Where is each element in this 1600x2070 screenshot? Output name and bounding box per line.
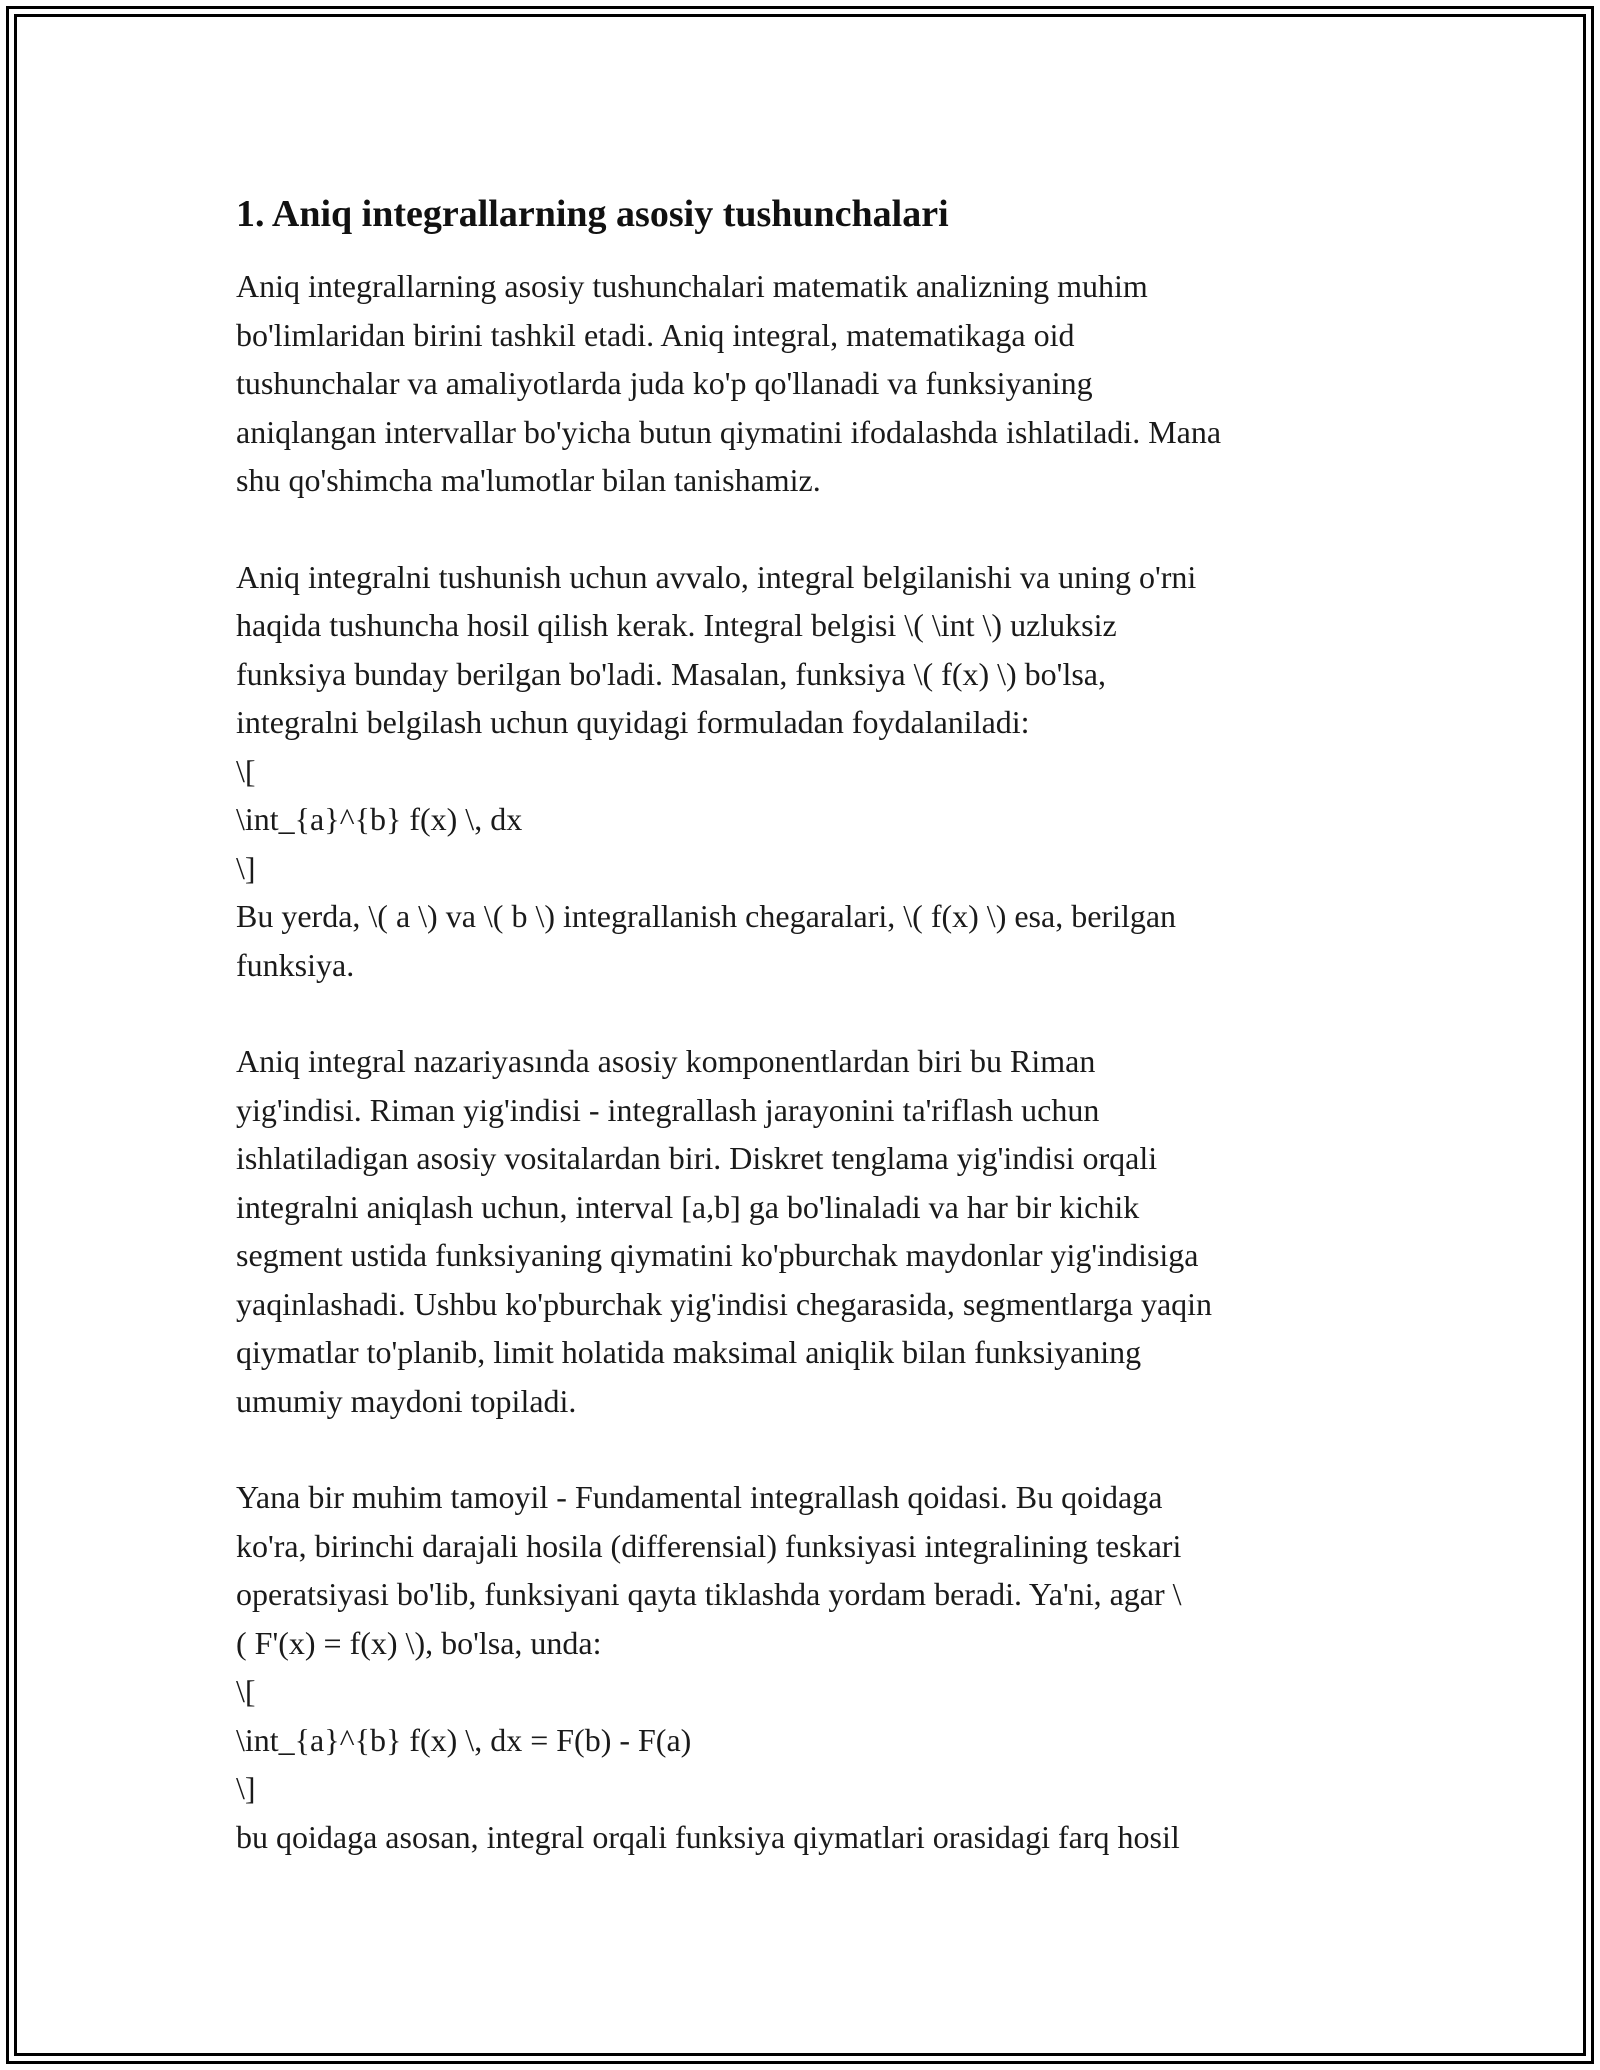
paragraph-fundamental-theorem: Yana bir muhim tamoyil - Fundamental integrallash qoidasi. Bu qoidaga ko'ra, birinchi darajali hosila (differensial) funksiyasi integralining teskari operatsiyasi bo'lib, funksiyani qayta tiklashda yordam beradi. Ya'ni, agar \ ( F'(x) = f(x) \), bo'lsa, unda: \[ \int_{a}^{b} f(x) \, dx = F(b) - F(a) \] bu qoidaga asosan, integral orqali funksiya qiymatlari orasidagi farq hosil xyxy=(236,1479,1182,1855)
paragraph-riemann-sum: Aniq integral nazariyasında asosiy komponentlardan biri bu Riman yig'indisi. Riman yig'indisi - integrallash jarayonini ta'riflash uchun ishlatiladigan asosiy vositalardan biri. Diskret tenglama yig'indisi orqali integralni aniqlash uchun, interval [a,b] ga bo'linaladi va har bir kichik segment ustida funksiyaning qiymatini ko'pburchak maydonlar yig'indisiga yaqinlashadi. Ushbu ko'pburchak yig'indisi chegarasida, segmentlarga yaqin qiymatlar to'planib, limit holatida maksimal aniqlik bilan funksiyaning umumiy maydoni topiladi. xyxy=(236,1043,1213,1419)
document-body xyxy=(236,190,1366,1861)
paragraph-intro: Aniq integrallarning asosiy tushunchalari matematik analizning muhim bo'limlaridan birini tashkil etadi. Aniq integral, matematikaga oid tushunchalar va amaliyotlarda juda ko'p qo'llanadi va funksiyaning aniqlangan intervallar bo'yicha butun qiymatini ifodalashda ishlatiladi. Mana shu qo'shimcha ma'lumotlar bilan tanishamiz. xyxy=(236,268,1222,498)
section-heading: 1. Aniq integrallarning asosiy tushunchalari xyxy=(236,193,949,235)
paragraph-integral-notation: Aniq integralni tushunish uchun avvalo, integral belgilanishi va uning o'rni haqida tushuncha hosil qilish kerak. Integral belgisi \( \int \) uzluksiz funksiya bunday berilgan bo'ladi. Masalan, funksiya \( f(x) \) bo'lsa, integralni belgilash uchun quyidagi formuladan foydalaniladi: \[ \int_{a}^{b} f(x) \, dx \] Bu yerda, \( a \) va \( b \) integrallanish chegaralari, \( f(x) \) esa, berilgan funksiya. xyxy=(236,558,1197,983)
